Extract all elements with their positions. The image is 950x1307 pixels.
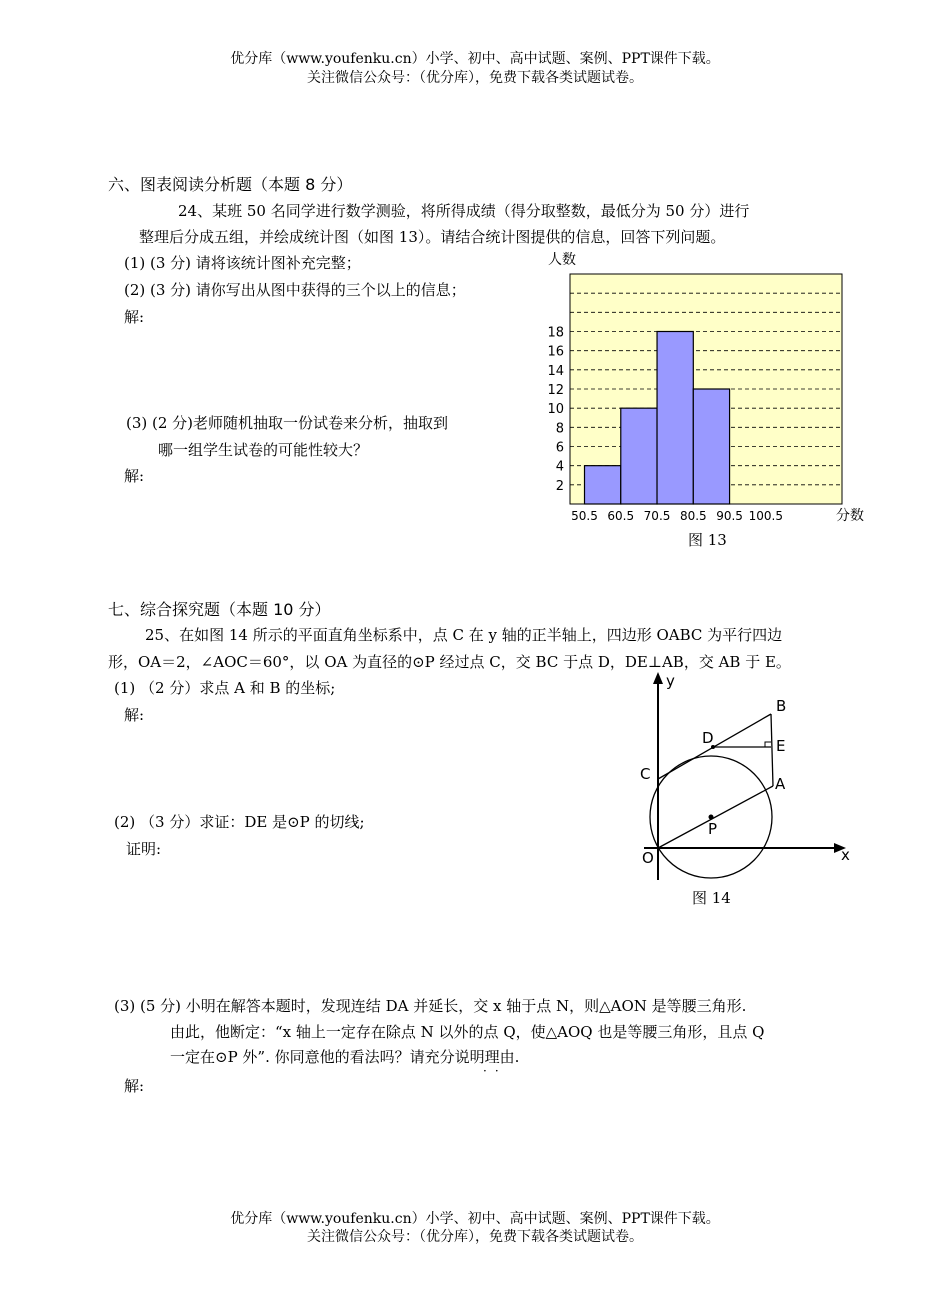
- label-c: C: [640, 765, 651, 783]
- q25-text-line-1: 25、在如图 14 所示的平面直角坐标系中，点 C 在 y 轴的正半轴上，四边形 OABC 为平行四边: [145, 626, 783, 644]
- y-tick-label: 2: [555, 478, 564, 494]
- q25-answer-label-1: 解:: [124, 706, 145, 724]
- y-tick-label: 8: [555, 421, 564, 437]
- q24-answer-label-2: 解:: [124, 467, 145, 485]
- y-axis-arrow-icon: [653, 672, 663, 684]
- q24-answer-label-1: 解:: [124, 308, 145, 326]
- y-tick-label: 6: [555, 440, 564, 456]
- label-a: A: [775, 775, 786, 793]
- histogram-bar: [693, 389, 729, 504]
- x-tick-labels: [571, 509, 783, 523]
- q24-sub-1: (1) (3 分) 请将该统计图补充完整；: [124, 254, 361, 272]
- q24-sub-2: (2) (3 分) 请你写出从图中获得的三个以上的信息；: [124, 281, 466, 299]
- q25-sub-2: (2) （3 分）求证：DE 是⊙P 的切线;: [114, 813, 365, 831]
- right-angle-mark: [765, 742, 771, 747]
- q25-text-line-2: 形，OA＝2，∠AOC＝60°，以 OA 为直径的⊙P 经过点 C，交 BC 于点 D，DE⊥AB，交 AB 于 E。: [108, 653, 791, 671]
- section-6-title: 六、图表阅读分析题（本题 8 分）: [108, 175, 353, 194]
- x-tick-label: 50.5: [571, 509, 598, 523]
- label-e: E: [776, 737, 786, 755]
- y-tick-label: 4: [555, 459, 564, 475]
- x-tick-label: 60.5: [607, 509, 635, 523]
- y-tick-labels: [547, 326, 564, 494]
- geometry-figure-14: [630, 668, 860, 883]
- footer-line-1: 优分库（www.youfenku.cn）小学、初中、高中试题、案例、PPT课件下载。: [230, 1211, 720, 1227]
- y-axis-label: 人数: [548, 252, 576, 268]
- label-o: O: [642, 849, 654, 867]
- q24-sub-3-line-2: 哪一组学生试卷的可能性较大？: [158, 441, 369, 459]
- header-line-2: 关注微信公众号：（优分库），免费下载各类试题试卷。: [307, 70, 643, 86]
- label-d: D: [702, 729, 714, 747]
- histogram-bar: [657, 332, 693, 505]
- q24-sub-3-line-1: (3) (2 分)老师随机抽取一份试卷来分析，抽取到: [126, 414, 449, 432]
- y-tick-label: 18: [547, 325, 564, 341]
- y-tick-label: 14: [547, 363, 564, 379]
- q25-sub-3-line-3: 一定在⊙P 外”. 你同意他的看法吗？请充分说明理由.: [170, 1048, 520, 1066]
- histogram-bar: [585, 466, 621, 504]
- point-p: [709, 815, 714, 820]
- q25-proof-label: 证明:: [126, 840, 162, 858]
- label-b: B: [776, 697, 787, 715]
- x-axis-label: 分数: [836, 508, 864, 524]
- x-tick-label: 70.5: [643, 509, 671, 523]
- emphasis-dots: ··: [483, 1064, 507, 1078]
- label-x: x: [841, 846, 850, 864]
- y-tick-label: 16: [547, 344, 564, 360]
- x-tick-label: 90.5: [716, 509, 743, 523]
- figure-13-caption: 图 13: [688, 531, 727, 549]
- segment-ab: [771, 714, 773, 786]
- histogram-bar: [621, 408, 657, 504]
- figure-14-caption: 图 14: [692, 889, 731, 907]
- q25-answer-label-3: 解:: [124, 1077, 145, 1095]
- histogram-figure-13: [530, 246, 875, 530]
- x-tick-label: 100.5: [748, 509, 784, 523]
- x-tick-label: 80.5: [679, 509, 707, 523]
- q25-sub-1: (1) （2 分）求点 A 和 B 的坐标;: [114, 679, 336, 697]
- label-y: y: [666, 672, 675, 690]
- footer-line-2: 关注微信公众号：（优分库），免费下载各类试题试卷。: [307, 1229, 643, 1245]
- y-tick-label: 12: [547, 383, 564, 398]
- section-7-title: 七、综合探究题（本题 10 分）: [108, 600, 331, 619]
- segment-oa: [658, 786, 773, 848]
- q24-text-line-2: 整理后分成五组，并绘成统计图（如图 13）。请结合统计图提供的信息，回答下列问题。: [139, 228, 726, 246]
- label-p: P: [708, 820, 718, 838]
- header-line-1: 优分库（www.youfenku.cn）小学、初中、高中试题、案例、PPT课件下载。: [230, 51, 720, 67]
- y-tick-label: 10: [547, 402, 564, 418]
- q25-sub-3-line-2: 由此，他断定：“x 轴上一定存在除点 N 以外的点 Q，使△AOQ 也是等腰三角形，且点 Q: [170, 1023, 765, 1041]
- q25-sub-3-line-1: (3) (5 分) 小明在解答本题时，发现连结 DA 并延长，交 x 轴于点 N，则△AON 是等腰三角形.: [114, 997, 747, 1015]
- q24-text-line-1: 24、某班 50 名同学进行数学测验，将所得成绩（得分取整数，最低分为 50 分）进行: [178, 202, 750, 220]
